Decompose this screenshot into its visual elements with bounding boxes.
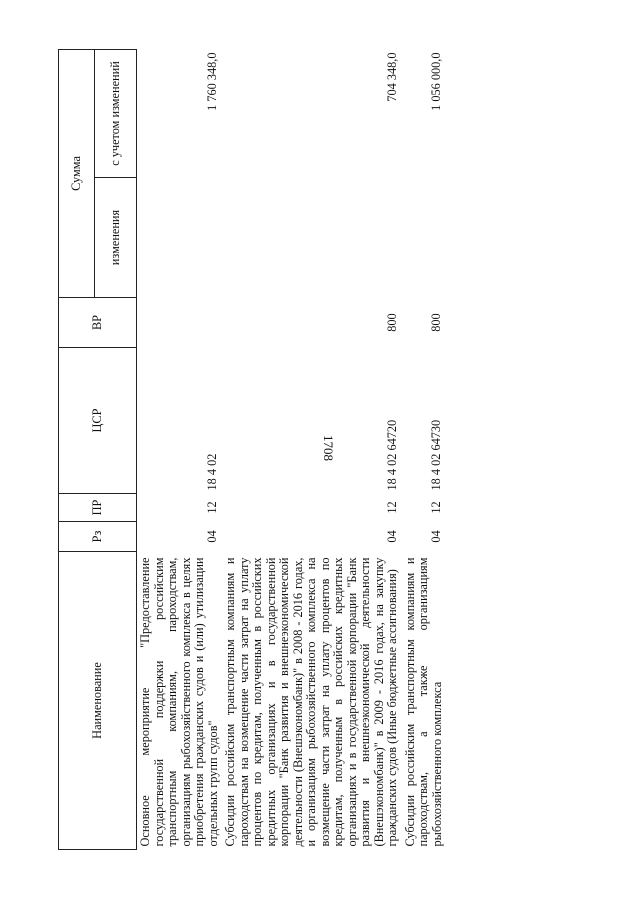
header-vr: ВР (59, 298, 137, 348)
row-rz: 04 (429, 530, 443, 543)
header-izmeneniya: изменения (95, 178, 137, 298)
row-s-uchetom: 704 348,0 (384, 52, 399, 102)
rotated-table-page (58, 50, 613, 850)
row-vr (137, 298, 223, 348)
budget-table (58, 49, 446, 850)
header-name: Наименование (59, 552, 137, 850)
row-csr: 18 4 02 (205, 453, 219, 491)
row-rz: 04 (205, 530, 219, 543)
table-row (137, 49, 223, 849)
row-csr: 18 4 02 64730 (429, 419, 443, 491)
row-vr: 800 (384, 313, 399, 332)
table-row (222, 49, 402, 849)
table-header (59, 49, 137, 849)
row-pr: 12 (384, 501, 399, 514)
header-pr: ПР (59, 494, 137, 522)
page-number: 1708 (321, 435, 336, 461)
row-pr: 12 (205, 501, 219, 514)
row-pr: 12 (429, 501, 443, 514)
row-csr: 18 4 02 64720 (384, 419, 399, 491)
row-name: Основное мероприятие "Предоставление государственной поддержки российским транспортным компаниям, пароходствам, организациям рыбохозяйственного комплекса в целях приобретения гражданских судов и (или) утилизации отдельных групп судов" (138, 557, 220, 847)
row-izmeneniya (222, 178, 402, 298)
row-izmeneniya (137, 178, 223, 298)
row-s-uchetom: 1 760 348,0 (205, 52, 219, 111)
header-csr: ЦСР (59, 348, 137, 494)
header-s-uchetom: с учетом изменений (95, 49, 137, 177)
row-rz: 04 (384, 530, 399, 543)
table-row (402, 49, 447, 849)
row-izmeneniya (402, 178, 447, 298)
row-name: Субсидии российским транспортным компаниям и пароходствам на возмещение части затрат на уплату процентов по кредитам, полученным в российских кредитных организациях и в государственной корпорации "Банк развития и внешнеэкономической деятельности (Внешэкономбанк)" в 2008 - 2016 годах, и организациям рыбохозяйственного комплекса на возмещение части затрат на уплату процентов по кредитам, полученным в российских кредитных организациях и в государственной корпорации "Банк развития и внешнеэкономической деятельности (Внешэкономбанк)" в 2009 - 2016 годах, на закупку гражданских судов (Иные бюджетные ассигнования) (223, 557, 399, 847)
row-s-uchetom: 1 056 000,0 (429, 52, 443, 111)
row-vr: 800 (429, 313, 443, 332)
row-name: Субсидии российским транспортным компаниям и пароходствам, а также организациям рыбохозяйственного комплекса (402, 557, 444, 847)
header-summa: Сумма (59, 49, 95, 297)
header-rz: Рз (59, 522, 137, 552)
